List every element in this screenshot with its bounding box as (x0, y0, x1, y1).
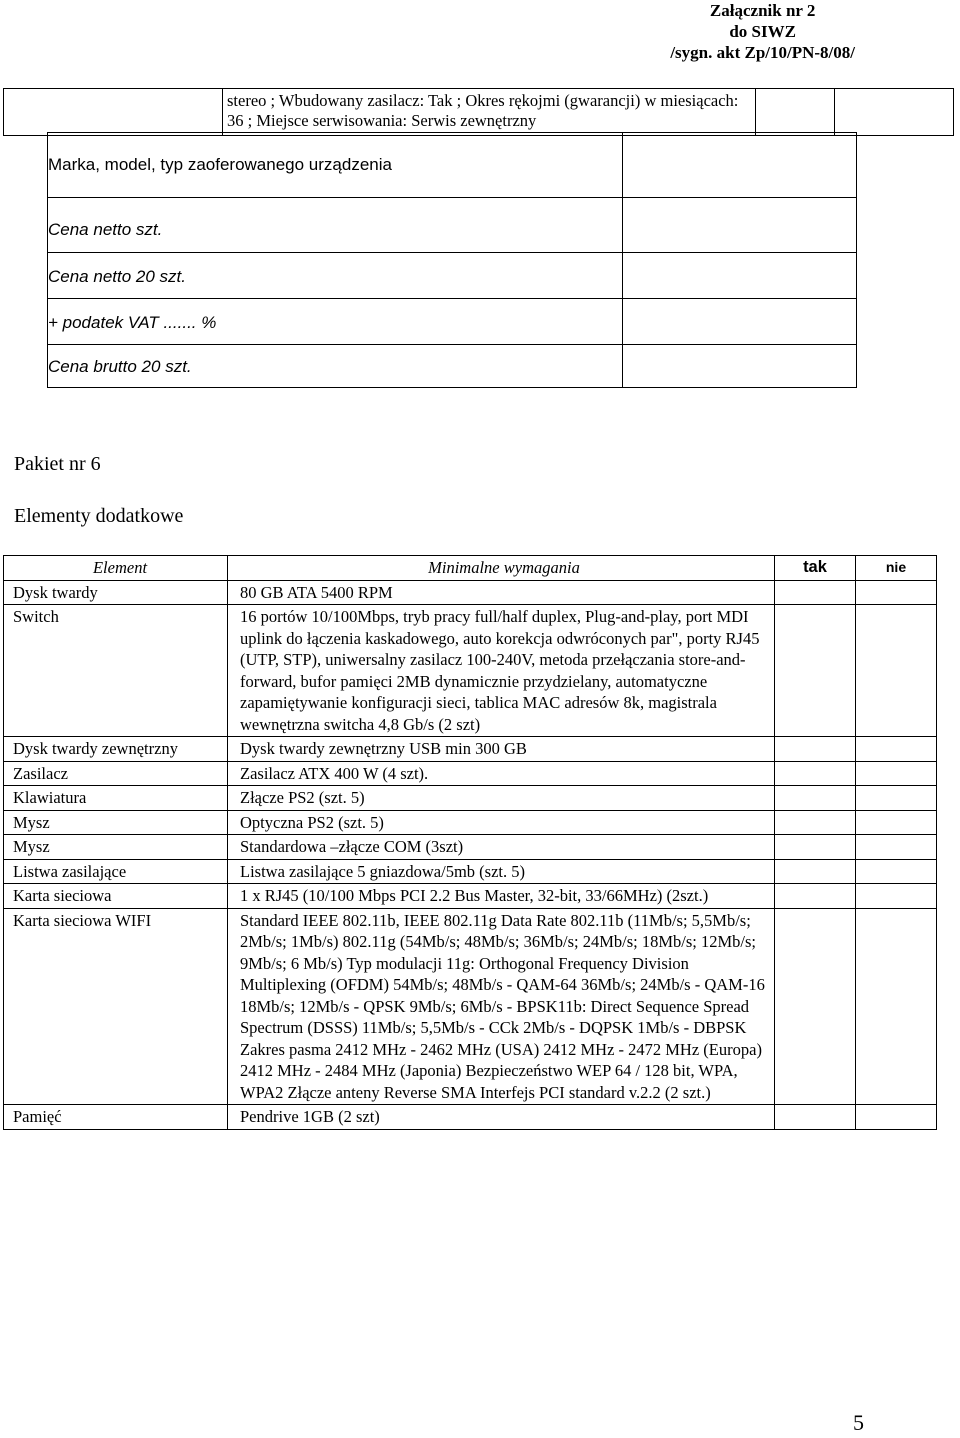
header-requirements: Minimalne wymagania (228, 556, 775, 581)
row-tak-cell (775, 580, 856, 605)
table-row (4, 835, 937, 860)
header-nie: nie (856, 556, 937, 581)
row-nie-cell (856, 859, 937, 884)
price-net-20-value (623, 253, 857, 299)
page-number: 5 (853, 1410, 864, 1435)
row-element: Pamięć (4, 1105, 228, 1130)
table-row (4, 859, 937, 884)
row-requirement: Zasilacz ATX 400 W (4 szt). (228, 761, 775, 786)
row-nie-cell (856, 835, 937, 860)
row-element: Dysk twardy (4, 580, 228, 605)
table-header-row (4, 556, 937, 581)
row-tak-cell (775, 737, 856, 762)
row-nie-cell (856, 580, 937, 605)
carryover-text: stereo ; Wbudowany zasilacz: Tak ; Okres rękojmi (gwarancji) w miesiącach: 36 ; Miejsce serwisowania: Serwis zewnętrzny (223, 89, 756, 136)
row-element: Karta sieciowa (4, 884, 228, 909)
row-requirement: Dysk twardy zewnętrzny USB min 300 GB (228, 737, 775, 762)
brand-model-label: Marka, model, typ zaoferowanego urządzenia (48, 133, 623, 198)
row-requirement: Złącze PS2 (szt. 5) (228, 786, 775, 811)
row-nie-cell (856, 605, 937, 737)
offer-table (47, 132, 857, 388)
carryover-nie-cell (835, 89, 954, 136)
price-net-unit-value (623, 198, 857, 253)
price-net-unit-label: Cena netto szt. (48, 198, 623, 253)
table-row (4, 737, 937, 762)
vat-label: + podatek VAT ....... % (48, 299, 623, 345)
table-row (4, 884, 937, 909)
package-title: Pakiet nr 6 (14, 453, 101, 475)
row-nie-cell (856, 1105, 937, 1130)
row-element: Switch (4, 605, 228, 737)
row-nie-cell (856, 737, 937, 762)
table-row (4, 761, 937, 786)
row-requirement: 1 x RJ45 (10/100 Mbps PCI 2.2 Bus Master, 32-bit, 33/66MHz) (2szt.) (228, 884, 775, 909)
carryover-empty-cell (4, 89, 223, 136)
requirements-table (3, 555, 937, 1130)
row-nie-cell (856, 884, 937, 909)
attachment-number: Załącznik nr 2 (709, 1, 816, 20)
vat-value (623, 299, 857, 345)
carryover-table (3, 88, 954, 136)
carryover-tak-cell (756, 89, 835, 136)
row-element: Mysz (4, 835, 228, 860)
price-gross-20-value (623, 345, 857, 388)
row-requirement: Standard IEEE 802.11b, IEEE 802.11g Data Rate 802.11b (11Mb/s; 5,5Mb/s; 2Mb/s; 1Mb/s) 802.11g (54Mb/s; 48Mb/s; 36Mb/s; 24Mb/s; 18Mb/s; 12Mb/s; 9Mb/s; 6 Mb/s) Typ modulacji 11g: Orthogonal Frequency Division Multiplexing (OFDM) 54Mb/s; 48Mb/s - QAM-64 36Mb/s; 24Mb/s - QAM-16 18Mb/s; 12Mb/s - QPSK 9Mb/s; 6Mb/s - BPSK11b: Direct Sequence Spread Spectrum (DSSS) 11Mb/s; 5,5Mb/s - CCk 2Mb/s - DQPSK 1Mb/s - DBPSK Zakres pasma 2412 MHz - 2462 MHz (USA) 2412 MHz - 2472 MHz (Europa) 2412 MHz - 2484 MHz (Japonia) Bezpieczeństwo WEP 64 / 128 bit, WPA, WPA2 Złącze anteny Reverse SMA Interfejs PCI standard v.2.2 (2 szt.) (228, 908, 775, 1105)
row-tak-cell (775, 761, 856, 786)
case-signature: /sygn. akt Zp/10/PN-8/08/ (670, 43, 855, 62)
row-requirement: 16 portów 10/100Mbps, tryb pracy full/half duplex, Plug-and-play, port MDI uplink do łączenia kaskadowego, auto korekcja odwróconych par", porty RJ45 (UTP, STP), uniwersalny zasilacz 100-240V, metoda przełączania store-and-forward, bufor pamięci 2MB dynamicznie przydzielany, automatyczne zapamiętywanie konfiguracji sieci, tablica MAC adresów 8k, magistrala wewnętrzna switcha 4,8 Gb/s (2 szt) (228, 605, 775, 737)
row-requirement: Pendrive 1GB (2 szt) (228, 1105, 775, 1130)
row-element: Zasilacz (4, 761, 228, 786)
row-tak-cell (775, 835, 856, 860)
row-tak-cell (775, 859, 856, 884)
row-nie-cell (856, 761, 937, 786)
row-tak-cell (775, 810, 856, 835)
attachment-ref: do SIWZ (729, 22, 796, 41)
row-element: Mysz (4, 810, 228, 835)
row-tak-cell (775, 908, 856, 1105)
row-element: Dysk twardy zewnętrzny (4, 737, 228, 762)
row-nie-cell (856, 786, 937, 811)
row-element: Listwa zasilające (4, 859, 228, 884)
row-tak-cell (775, 884, 856, 909)
header-tak: tak (775, 556, 856, 581)
price-net-20-label: Cena netto 20 szt. (48, 253, 623, 299)
table-row (4, 605, 937, 737)
price-gross-20-label: Cena brutto 20 szt. (48, 345, 623, 388)
row-requirement: Optyczna PS2 (szt. 5) (228, 810, 775, 835)
brand-model-value (623, 133, 857, 198)
section-subtitle: Elementy dodatkowe (14, 505, 184, 527)
row-tak-cell (775, 1105, 856, 1130)
row-requirement: 80 GB ATA 5400 RPM (228, 580, 775, 605)
row-requirement: Standardowa –złącze COM (3szt) (228, 835, 775, 860)
row-tak-cell (775, 605, 856, 737)
row-element: Klawiatura (4, 786, 228, 811)
row-nie-cell (856, 908, 937, 1105)
row-tak-cell (775, 786, 856, 811)
table-row (4, 908, 937, 1105)
row-element: Karta sieciowa WIFI (4, 908, 228, 1105)
table-row (4, 1105, 937, 1130)
row-nie-cell (856, 810, 937, 835)
header-element: Element (4, 556, 228, 581)
table-row (4, 786, 937, 811)
table-row (4, 810, 937, 835)
table-row (4, 580, 937, 605)
row-requirement: Listwa zasilające 5 gniazdowa/5mb (szt. 5) (228, 859, 775, 884)
attachment-header (670, 0, 855, 63)
